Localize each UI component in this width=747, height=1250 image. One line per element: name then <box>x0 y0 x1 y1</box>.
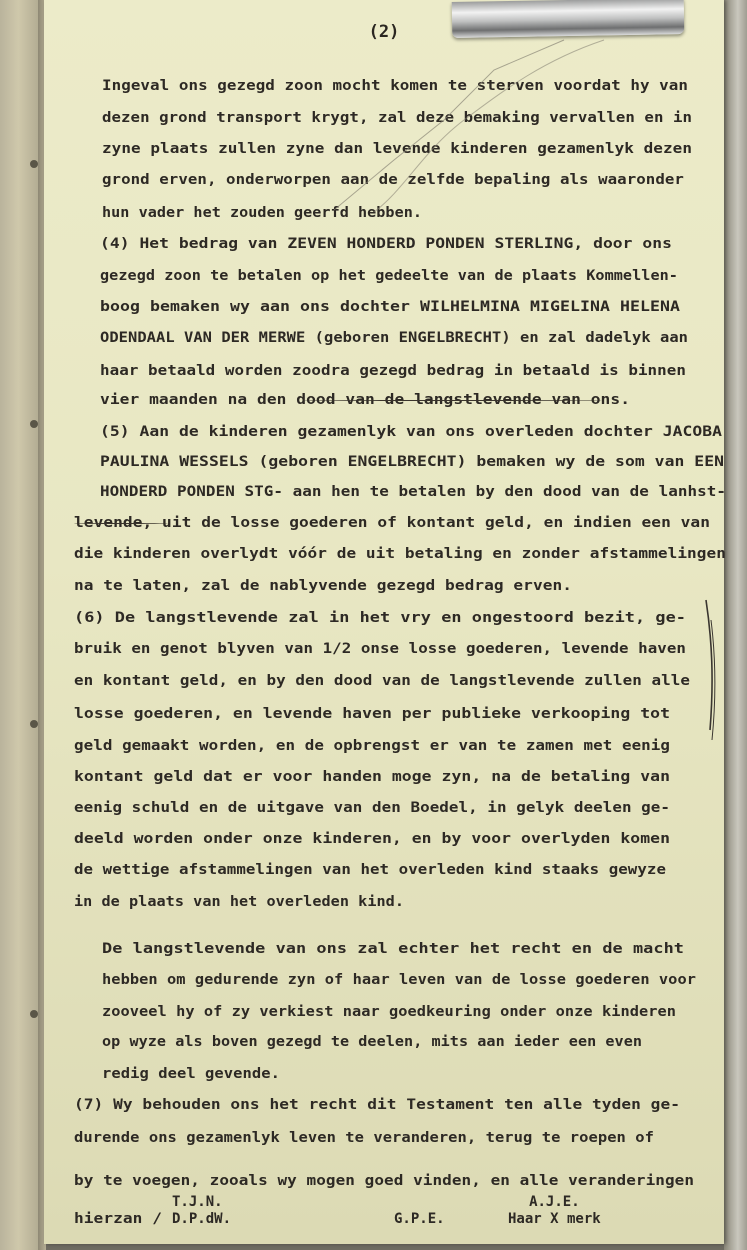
text-line: durende ons gezamenlyk leven te veranderen, terug te roepen of <box>74 1130 654 1146</box>
text-line: bruik en genot blyven van 1/2 onse losse goederen, levende haven <box>74 641 686 657</box>
text-line: Ingeval ons gezegd zoon mocht komen te sterven voordat hy van <box>102 78 688 94</box>
text-line: op wyze als boven gezegd te deelen, mits aan ieder een even <box>102 1034 643 1050</box>
text-line: vier maanden na den dood van de langstlevende van ons. <box>100 392 631 408</box>
binding-hole <box>30 160 38 168</box>
text-line: en kontant geld, en by den dood van de langstlevende zullen alle <box>74 673 691 689</box>
text-line: PAULINA WESSELS (geboren ENGELBRECHT) bemaken wy de som van EEN <box>100 454 725 470</box>
text-line: (6) De langstlevende zal in het vry en ongestoord bezit, ge- <box>74 610 687 626</box>
text-line: haar betaald worden zoodra gezegd bedrag in betaald is binnen <box>100 363 686 379</box>
text-line: redig deel gevende. <box>102 1066 281 1082</box>
text-line: zyne plaats zullen zyne dan levende kinderen gezamenlyk dezen <box>102 141 693 157</box>
signature-initials-left: T.J.N. D.P.dW. <box>172 1194 232 1227</box>
previous-page-edge <box>0 0 46 1250</box>
text-line: zooveel hy of zy verkiest naar goedkeuring onder onze kinderen <box>102 1004 677 1020</box>
text-line: (4) Het bedrag van ZEVEN HONDERD PONDEN STERLING, door ons <box>100 236 672 252</box>
text-line: hun vader het zouden geerfd hebben. <box>102 205 423 221</box>
text-line: ODENDAAL VAN DER MERWE (geboren ENGELBRECHT) en zal dadelyk aan <box>100 330 689 346</box>
text-line: De langstlevende van ons zal echter het recht en de macht <box>102 941 685 957</box>
text-line: kontant geld dat er voor handen moge zyn, na de betaling van <box>74 769 671 785</box>
text-line: na te laten, zal de nablyvende gezegd bedrag erven. <box>74 578 573 594</box>
binding-hole <box>30 1010 38 1018</box>
text-line: boog bemaken wy aan ons dochter WILHELMINA MIGELINA HELENA <box>100 299 681 315</box>
binding-hole <box>30 720 38 728</box>
text-line: de wettige afstammelingen van het overleden kind staaks gewyze <box>74 862 666 878</box>
text-line: gezegd zoon te betalen op het gedeelte van de plaats Kommellen- <box>100 268 678 284</box>
text-line: deeld worden onder onze kinderen, en by voor overlyden komen <box>74 831 671 847</box>
text-line: dezen grond transport krygt, zal deze bemaking vervallen en in <box>102 110 693 126</box>
text-line: by te voegen, zooals wy mogen goed vinden, en alle veranderingen <box>74 1173 695 1189</box>
text-line: in de plaats van het overleden kind. <box>74 894 404 910</box>
document-page <box>44 0 724 1244</box>
text-line: hebben om gedurende zyn of haar leven van de losse goederen voor <box>102 972 697 988</box>
signature-initials-right: A.J.E. Haar X merk <box>508 1194 601 1227</box>
background-strip <box>724 0 747 1250</box>
text-line: geld gemaakt worden, en de opbrengst er van te zamen met eenig <box>74 738 671 754</box>
text-line: losse goederen, en levende haven per publieke verkooping tot <box>74 706 671 722</box>
text-line: grond erven, onderworpen aan de zelfde bepaling als waaronder <box>102 172 684 188</box>
text-line: hierzan / <box>74 1211 162 1227</box>
page-number: (2) <box>368 22 400 42</box>
text-line: HONDERD PONDEN STG- aan hen te betalen by den dood van de lanhst- <box>100 484 726 500</box>
text-line: (7) Wy behouden ons het recht dit Testament ten alle tyden ge- <box>74 1097 681 1113</box>
binding-hole <box>30 420 38 428</box>
text-line: eenig schuld en de uitgave van den Boedel, in gelyk deelen ge- <box>74 800 671 816</box>
text-line: die kinderen overlydt vóór de uit betaling en zonder afstammelingen <box>74 546 726 562</box>
signature-initials-middle: G.P.E. <box>394 1211 445 1227</box>
text-line: levende, uit de losse goederen of kontant geld, en indien een van <box>74 515 711 531</box>
pencil-annotation <box>44 0 724 1244</box>
text-line: (5) Aan de kinderen gezamenlyk van ons overleden dochter JACOBA <box>100 424 722 440</box>
binder-clip <box>452 0 685 38</box>
